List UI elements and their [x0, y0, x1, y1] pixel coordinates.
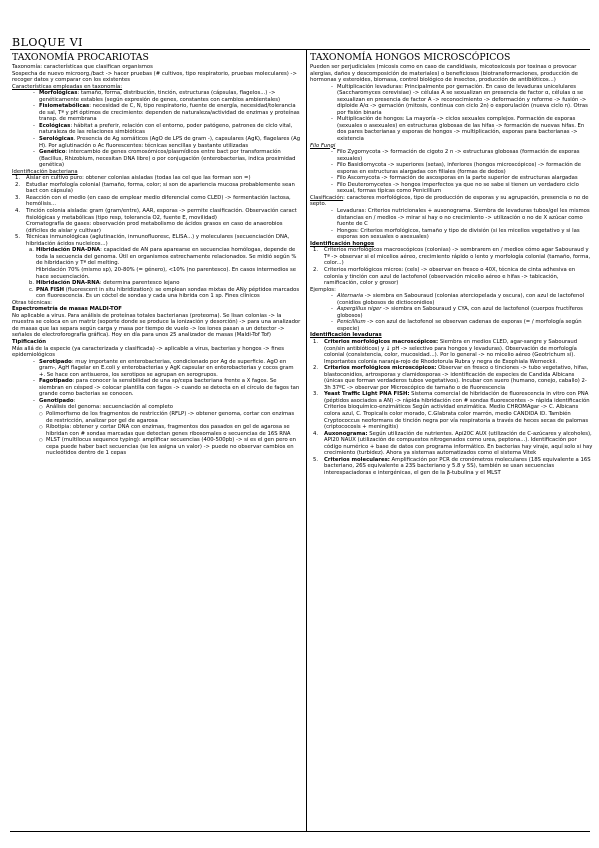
list-item: b. Hibridación DNA-RNA: determina parentesco lejano — [29, 280, 180, 287]
typing-list — [12, 359, 301, 405]
list-item: - Genético: intercambio de genes cromosómicos/plasmídicos entre bact por transformación (Bacillus, Rhizobium, necesitan DNA libre) o por conjugación (enterobacterias, indica proximidad genética) — [12, 149, 301, 169]
list-item: 5. Criterios moleculares: Amplificación por PCR de cronómetros moleculares (18S equivalente a 16S bacteriano, 26S equivalente a 23S bacteriano y 5.8 y 5S), también se usan secuencias interespaciadoras e intergénicas, el gen de la β-tubulina y el MLST — [313, 456, 591, 476]
list-item: 2. Criterios morfológicos microscópicos: Observar en fresco o tinciones -> tubo vegetativo, hifas, blastoconidios, artrosporas y clamidosporas -> identificación de especies de Candida Albicans (únicas que forman verdaderos tubos vegetativos). Incubar con suero (humano, conejo, caballo) 2-3h 37ºC -> observar por Microscópico de tamaño o de fluorescencia — [313, 365, 589, 391]
list-item: 4. Auxonograma: Según utilización de nutrientes. Api20C AUX (utilización de C-azúcares y alcoholes), API20 NAUX (utilización de compuestos nitrogenados como urea, peptona...). Identificación por código numérico + base de datos con programa informático. En bacterias hay viraje, aquí solo si hay crecimiento (turbidez). Ahora ya sistemas automatizados como el sistema Vitek — [313, 430, 593, 457]
list-item: - Serológicas. Presencia de Ag somáticos (AgO de LPS de gram -), capsulares (AgK), flagelares (Ag H). Por aglutinación o Ac fluorescentes: técnicas sencillas y bastante utilizadas — [12, 136, 301, 149]
maldi-text: No aplicable a virus. Para análisis de proteínas totales bacterianas (proteoma). Se lisan colonias -> la muestra se coloca en un matriz (soporte donde se produce la ionización y desorción) -> para una analizador de masas que las separa según carga y masa por tiempo de vuelo -> los iones pasan a un detector -> señales de electroforografía gráfica). Hoy en día para unos 25 analizador de masas (Maldi-Tof Tof) — [12, 312, 301, 339]
intro-text: Pueden ser perjudiciales (micosis como en caso de candidiasis, micotoxicosis por toxinas o provocar alergias, daños y descomposición de materiales) o beneficiosos (biotransformaciones, producción de hormonas y esteroides, biomasa, control biológico de insectos, producción de antibióticos...) — [310, 64, 578, 84]
filo-list — [310, 149, 593, 195]
list-item: 3. Reacción con el medio (en caso de emplear medio diferencial como CLED) -> fermentación lactosa, hemólisis... — [15, 194, 291, 208]
maldi-heading: Espectrometría de masas MALDI-TOF — [12, 306, 122, 313]
classification-text: Clasificación: caracteres morfológicos, tipo de producción de esporas y su agrupación, presencia o no de septo. — [310, 194, 589, 208]
top-rule — [10, 49, 590, 50]
left-column — [12, 52, 301, 457]
block-title: BLOQUE VI — [12, 36, 84, 49]
intro-text: Taxonomía: características que clasifican organismos — [12, 64, 153, 70]
ident-levaduras-steps — [310, 339, 593, 476]
list-item: - Filo Ascomycota -> formación de ascosporas en la parte superior de estructuras alargadas — [310, 175, 593, 182]
subheading-ident-hongos: Identificación hongos — [310, 240, 375, 247]
list-item: - Fisiometabólicas: necesidad de C, N, tipo respiratorio, fuente de energía, necesidad/tolerancia de sal, Tª y pH óptimos de crecimiento: dependen de naturaleza/actividad de enzimas y proteínas transp. de membrana — [12, 103, 301, 123]
classification-list — [310, 208, 593, 241]
list-item: ○ Ribotipia: obtener y cortar DNA con enzimas, fragmentos dos pasados en gel de agarosa se hibridan con # sondas marcadas que detectan genes ribosomales o secuencias de 16S RNA — [12, 424, 301, 437]
list-item: 1. Aislar en cultivo puro: obtener colonias aisladas (todas las cel que las forman son =) — [15, 175, 251, 182]
subheading-ident-levaduras: Identificación levaduras — [310, 332, 382, 339]
list-item: - Hongos: Criterios morfológicos, tamaño y tipo de división (si les micelios vegetativo y si las esporas son sexuales o asexuales) — [310, 228, 593, 241]
right-column — [310, 52, 593, 476]
list-item: - Aspergillus niger -> siembra en Sabouraud y CYA, con azul de lactofenol (cuerpos fructíferos globosos) — [310, 306, 593, 319]
molecular-techniques — [12, 247, 301, 299]
list-item: Hibridación 70% (mismo sp), 20-80% (= género), <10% (no parentesco). En casos intermedios se hace secuenciación. — [36, 266, 296, 280]
bottom-rule — [10, 831, 590, 832]
list-item: - Ecológicas: hábitat a preferir, relación con el entorno, poder patógeno, patrones de ciclo vital, naturaleza de las relaciones simbióticas — [12, 123, 301, 136]
intro-text: Sospecha de nuevo microorg./bact -> hacer pruebas (# cultivos, tipo respiratorio, pruebas moleculares) -> recoger datos y comparar con los existentes — [12, 70, 297, 84]
examples-list — [310, 293, 593, 332]
typing-text: Más allá de la especie (ya caracterizada y clasificada) -> aplicable a virus, bacterias y hongos -> fines epidemiológicos — [12, 345, 284, 359]
list-item: - Filo Deuteromycetes -> hongos imperfectos ya que no se sabe si tienen un verdadero ciclo sexual, formas típicas como Penicillium — [310, 182, 593, 195]
other-techniques-label: Otras técnicas: — [12, 299, 52, 306]
list-item: - Morfológicas: tamaño, forma, distribución, tinción, estructuras (cápsulas, flagelos...) -> genéticamente estables (según expresión de genes, constantes con cambios ambientales) — [12, 90, 301, 103]
list-item: ○ Análisis del genoma: secuenciación al completo — [12, 404, 301, 411]
list-item: - Filo Basidiomycota -> superiores (setas), inferiores (hongos microscópicos) -> formación de esporas en estructuras alargadas con filiales (formas de dedos) — [310, 162, 593, 175]
list-item: - Genotipado: — [12, 398, 301, 405]
list-item: 2. Estudiar morfología colonial (tamaño, forma, color; si son de apariencia mucosa probablemente sean bact con cápsula) — [15, 181, 295, 195]
list-item: - Levaduras: Criterios nutricionales + auxonograma. Siembra de levaduras tubos/gel les mismos distancias en / medios -> mirar si hay o no crecimiento -> utilización o no de X azúcar como fuente de C — [310, 208, 593, 228]
typing-heading: Tipificación — [12, 338, 47, 345]
section-heading-hongos: TAXONOMÍA HONGOS MICROSCÓPICOS — [310, 52, 511, 63]
identification-steps — [12, 175, 301, 247]
list-item: 1. Criterios morfológicos macroscópicos (colonias) -> sembrarem en / medios cómo agar Sabouraud y Tª -> observar si el micelios aéreo, crecimiento rápido o lento y morfología colonial (tamaño, forma, color...) — [313, 247, 591, 267]
list-item: - Alternaria -> siembra en Sabouraud (colonias aterciopelada y oscura), con azul de lactofenol (conidios globosos de dictioconidios) — [310, 293, 593, 306]
column-divider — [306, 49, 307, 831]
section-heading-procariotas: TAXONOMÍA PROCARIOTAS — [12, 52, 149, 63]
list-item: - Filo Zygomycota -> formación de cigoto 2 n -> estructuras globosas (formación de esporas sexuales) — [310, 149, 593, 162]
list-item: 2. Criterios morfológicos micros: (cels) -> observar en fresco o 40X, técnica de cinta adhesiva en colonia y tinción con azul de lactofenol (observación micelio aéreo e hifas -> tabicación, ramificación, color y grosor) — [313, 266, 576, 287]
ident-hongos-steps — [310, 247, 593, 286]
list-item: - Serotipado: muy importante en enterobacterias, condicionado por Ag de superficie. AgO en gram-, AgH flagelar en E.coli y enterobacterias y AgK capsular en enterobacterias y cocos gram +. Se hace con antisueros, los serotipos se agrupan en serogrupos. — [12, 359, 301, 379]
list-item: c. PNA FISH (fluorescent in situ hibridization): se emplean sondas mixtas de ANy péptidos marcados con fluorescencia. Es un cóctel de sondas y cada una hibrida con 1 sp. Fines clínicos — [29, 286, 300, 300]
criteria-list — [12, 90, 301, 169]
subheading-criteria: Características empleadas en taxonomía: — [12, 83, 123, 90]
genotyping-list — [12, 404, 301, 456]
list-item: - Multiplicación levaduras: Principalmente por gemación. En caso de levaduras unicelulares (Saccharomyces cerevisiae) -> células A se sexualizan en presencia de factor α, células α se sexualizan en presencia de factor A -> reconocimiento -> deformación y reforme -> fusión -> diploide A/α -> gemación (mitosis, continua con ciclo 2n) o esporulación (nueva ciclo n). Otras por fisión binaria — [310, 84, 593, 117]
subheading-identification: Identificación bacteriana — [12, 168, 78, 175]
list-item: - Multiplicación de hongos: La mayoría -> ciclos sexuales complejos. Formación de esporas (sexuales o asexuales) en estructuras globosas de las hifas -> formación de nuevas hifas. En dos pares bacterianas y esporas de hongos -> multiplicación, esporas para bacterianas -> existencia — [310, 116, 593, 142]
list-item: ○ Polimorfismo de los fragmentos de restricción (RFLP) -> obtener genoma, cortar con enzimas de restricción, analizar por gel de agarosa — [12, 411, 301, 424]
list-item: 3. Yeast Traffic Light PNA FISH: Sistema comercial de hibridación de fluorescencia in vitro con PNA (péptidos asociados a AN) -> rápida hibridación con # sondas fluorescentes -> rápida identificación Criterios bioquímico-enzimáticos Según actividad enzimática. Medio CHROMAgar -> C. Albicans colora azul, C. Tropicalis color morado, C.Glabrata color marrón, medio CANDIDA ID. También Cryptococcus neoformans de tinción negra por vía respiratoria a través de heces secas de palomas (criptococosis + meningitis) — [313, 391, 590, 431]
list-item: Cromatografía de gases: observación prod metabolismo de ácidos grasos en caso de anaerobios (difíciles de aislar y cultivar) — [26, 221, 283, 234]
list-item: ○ MLST (multilocus sequence typing): amplificar secuencias (400-500pb) -> si es el gen pero en cepa puede haber bact secuencias (se les asigna un valor) -> puede no observar cambios en nucleótidos dentro de 1 cepas — [12, 437, 301, 457]
multiplication-list — [310, 84, 593, 143]
subheading-filo: Filo Fungi — [310, 142, 336, 149]
list-item: a. Hibridación DNA-DNA: capacidad de AN para aparearse en secuencias homólogas, depende de toda la secuencia del genoma. Útil en organismos estrechamente relacionados. Se midió según % de hibridación y Tª del melting. — [29, 247, 297, 267]
list-item: - Fagotipado: para conocer la sensibilidad de una sp/cepa bacteriana frente a X fagos. Se siembran en césped -> colocar plantilla con fagos -> cuando se detecta en el círculo de fagos tan grande como bacterias se conocen. — [12, 378, 301, 398]
examples-label: Ejemplos: — [310, 286, 336, 293]
list-item: 4. Tinción colonia aislada: gram (gram/entre), AAR, esporas -> permite clasificación. Observación caract fisiológicas y metabólicas (tipo resp, tolerancia O2, fuente E, movilidad) — [15, 208, 297, 221]
list-item: 1. Criterios morfológicos macroscópicos: Siembra en medios CLED, agar-sangre y Sabouraud (con/sin antibióticos) y ↓ pH -> selectivo para hongos y levaduras). Observación de morfología colonial (consistencia, color, mucosidad...). Por lo general -> no micelio aéreo (Geotrichum sí). Importantes colonia naranja-rojo de Rhodotorula Rubra y negra de Exophiala Werneckii. — [313, 338, 578, 365]
list-item: 5. Técnicas inmunológicas (aglutinación, inmunofluoresc, ELISA...) y moleculares (secuenciación DNA, hibridación ácidos nucleicos...) — [15, 234, 290, 247]
list-item: - Penicillium -> con azul de lactofenol se observan cadenas de esporas (= / morfología según especie) — [310, 319, 593, 332]
